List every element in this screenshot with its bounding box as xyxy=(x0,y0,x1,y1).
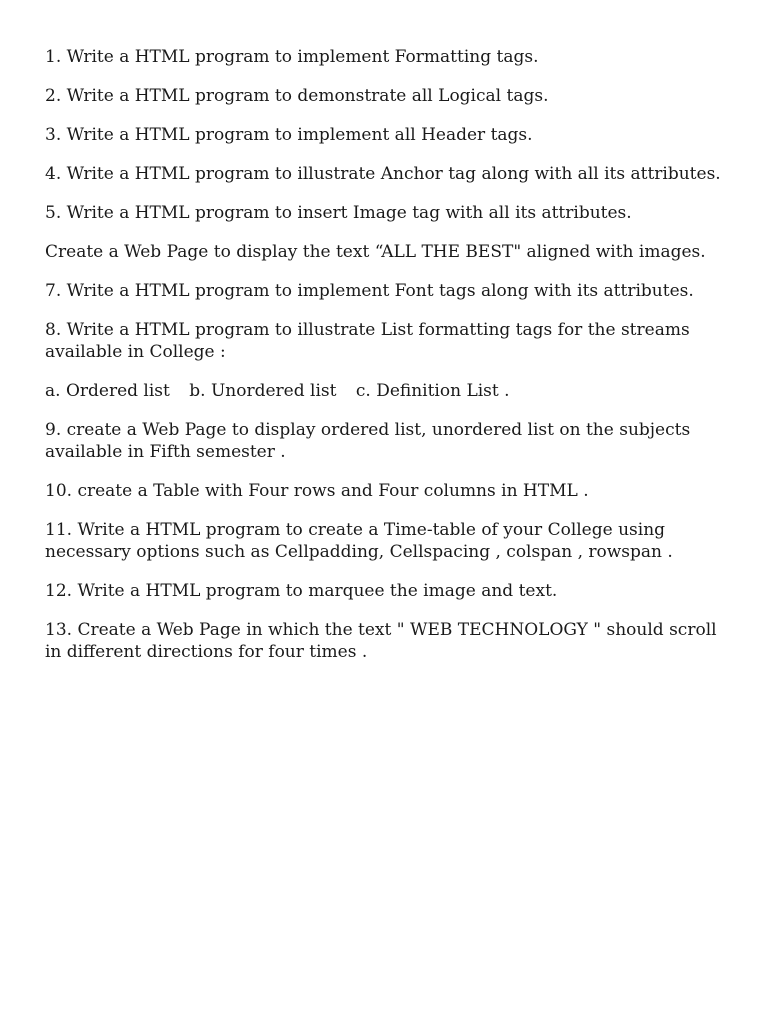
option-ordered-list: a. Ordered list xyxy=(45,381,170,401)
item-11: 11. Write a HTML program to create a Time-table of your College using necessary options such as Cellpadding, Cellspacing , colspan , rowspan . xyxy=(45,520,673,562)
item-10: 10. create a Table with Four rows and Four columns in HTML . xyxy=(45,481,589,501)
assignment-list xyxy=(45,46,725,680)
item-13: 13. Create a Web Page in which the text " WEB TECHNOLOGY " should scroll in different directions for four times . xyxy=(45,620,717,662)
item-1: 1. Write a HTML program to implement Formatting tags. xyxy=(45,47,539,67)
item-7: 7. Write a HTML program to implement Font tags along with its attributes. xyxy=(45,281,694,301)
item-12: 12. Write a HTML program to marquee the image and text. xyxy=(45,581,558,601)
item-9: 9. create a Web Page to display ordered list, unordered list on the subjects available in Fifth semester . xyxy=(45,420,691,462)
option-unordered-list: b. Unordered list xyxy=(189,381,337,401)
item-5: 5. Write a HTML program to insert Image tag with all its attributes. xyxy=(45,203,632,223)
item-3: 3. Write a HTML program to implement all Header tags. xyxy=(45,125,533,145)
item-4: 4. Write a HTML program to illustrate Anchor tag along with all its attributes. xyxy=(45,164,721,184)
item-8: 8. Write a HTML program to illustrate List formatting tags for the streams available in College : xyxy=(45,320,690,362)
item-2: 2. Write a HTML program to demonstrate all Logical tags. xyxy=(45,86,549,106)
list-options xyxy=(45,380,725,402)
option-definition-list: c. Definition List . xyxy=(355,381,510,401)
item-6: Create a Web Page to display the text “ALL THE BEST" aligned with images. xyxy=(45,242,706,262)
